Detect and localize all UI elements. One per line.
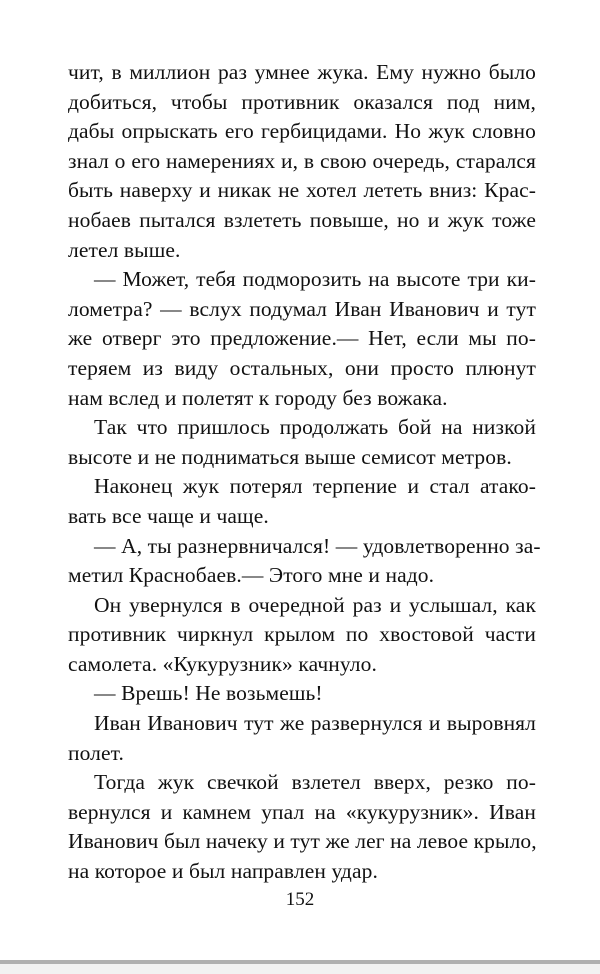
text-line: — Может, тебя подморозить на высоте три ки-	[94, 267, 536, 292]
text-line: высоте и не подниматься выше семисот метров.	[68, 444, 512, 469]
text-line: быть наверху и никак не хотел лететь вниз: Крас-	[68, 178, 536, 203]
text-line: Он увернулся в очередной раз и услышал, как	[94, 592, 536, 617]
text-line: Тогда жук свечкой взлетел вверх, резко по-	[94, 770, 536, 795]
page-number: 152	[285, 889, 315, 910]
text-line: вать все чаще и чаще.	[68, 503, 269, 528]
text-line: Иванович был начеку и тут же лег на левое крыло,	[68, 829, 537, 854]
text-line: вернулся и камнем упал на «кукурузник». Иван	[68, 799, 536, 824]
text-line: полет.	[68, 740, 124, 765]
text-line: Так что пришлось продолжать бой на низкой	[94, 415, 536, 440]
text-line: добиться, чтобы противник оказался под ним,	[68, 89, 536, 114]
text-line: летел выше.	[68, 237, 181, 262]
text-line: чит, в миллион раз умнее жука. Ему нужно было	[68, 60, 536, 84]
text-line: на которое и был направлен удар.	[68, 859, 378, 884]
text-line: метил Краснобаев.— Этого мне и надо.	[68, 563, 435, 588]
text-line: же отверг это предложение.— Нет, если мы по-	[68, 326, 536, 351]
text-line: знал о его намерениях и, в свою очередь, старался	[68, 148, 536, 173]
text-line: теряем из виду остальных, они просто плюнут	[68, 355, 536, 380]
text-line: — Врешь! Не возьмешь!	[94, 681, 323, 706]
text-line: лометра? — вслух подумал Иван Иванович и тут	[68, 296, 536, 321]
text-line: противник чиркнул крылом по хвостовой части	[68, 622, 536, 647]
text-line: Иван Иванович тут же развернулся и выровнял	[94, 711, 536, 736]
text-line: Наконец жук потерял терпение и стал атако-	[94, 474, 536, 499]
text-line: нам вслед и полетят к городу без вожака.	[68, 385, 448, 410]
text-line: — А, ты разнервничался! — удовлетворенно за-	[94, 533, 541, 558]
page-bottom-strip	[0, 964, 600, 974]
body-text	[68, 58, 541, 887]
text-line: нобаев пытался взлететь повыше, но и жук тоже	[68, 207, 536, 232]
text-line: самолета. «Кукурузник» качнуло.	[68, 651, 377, 676]
text-line: дабы опрыскать его гербицидами. Но жук словно	[68, 119, 536, 144]
